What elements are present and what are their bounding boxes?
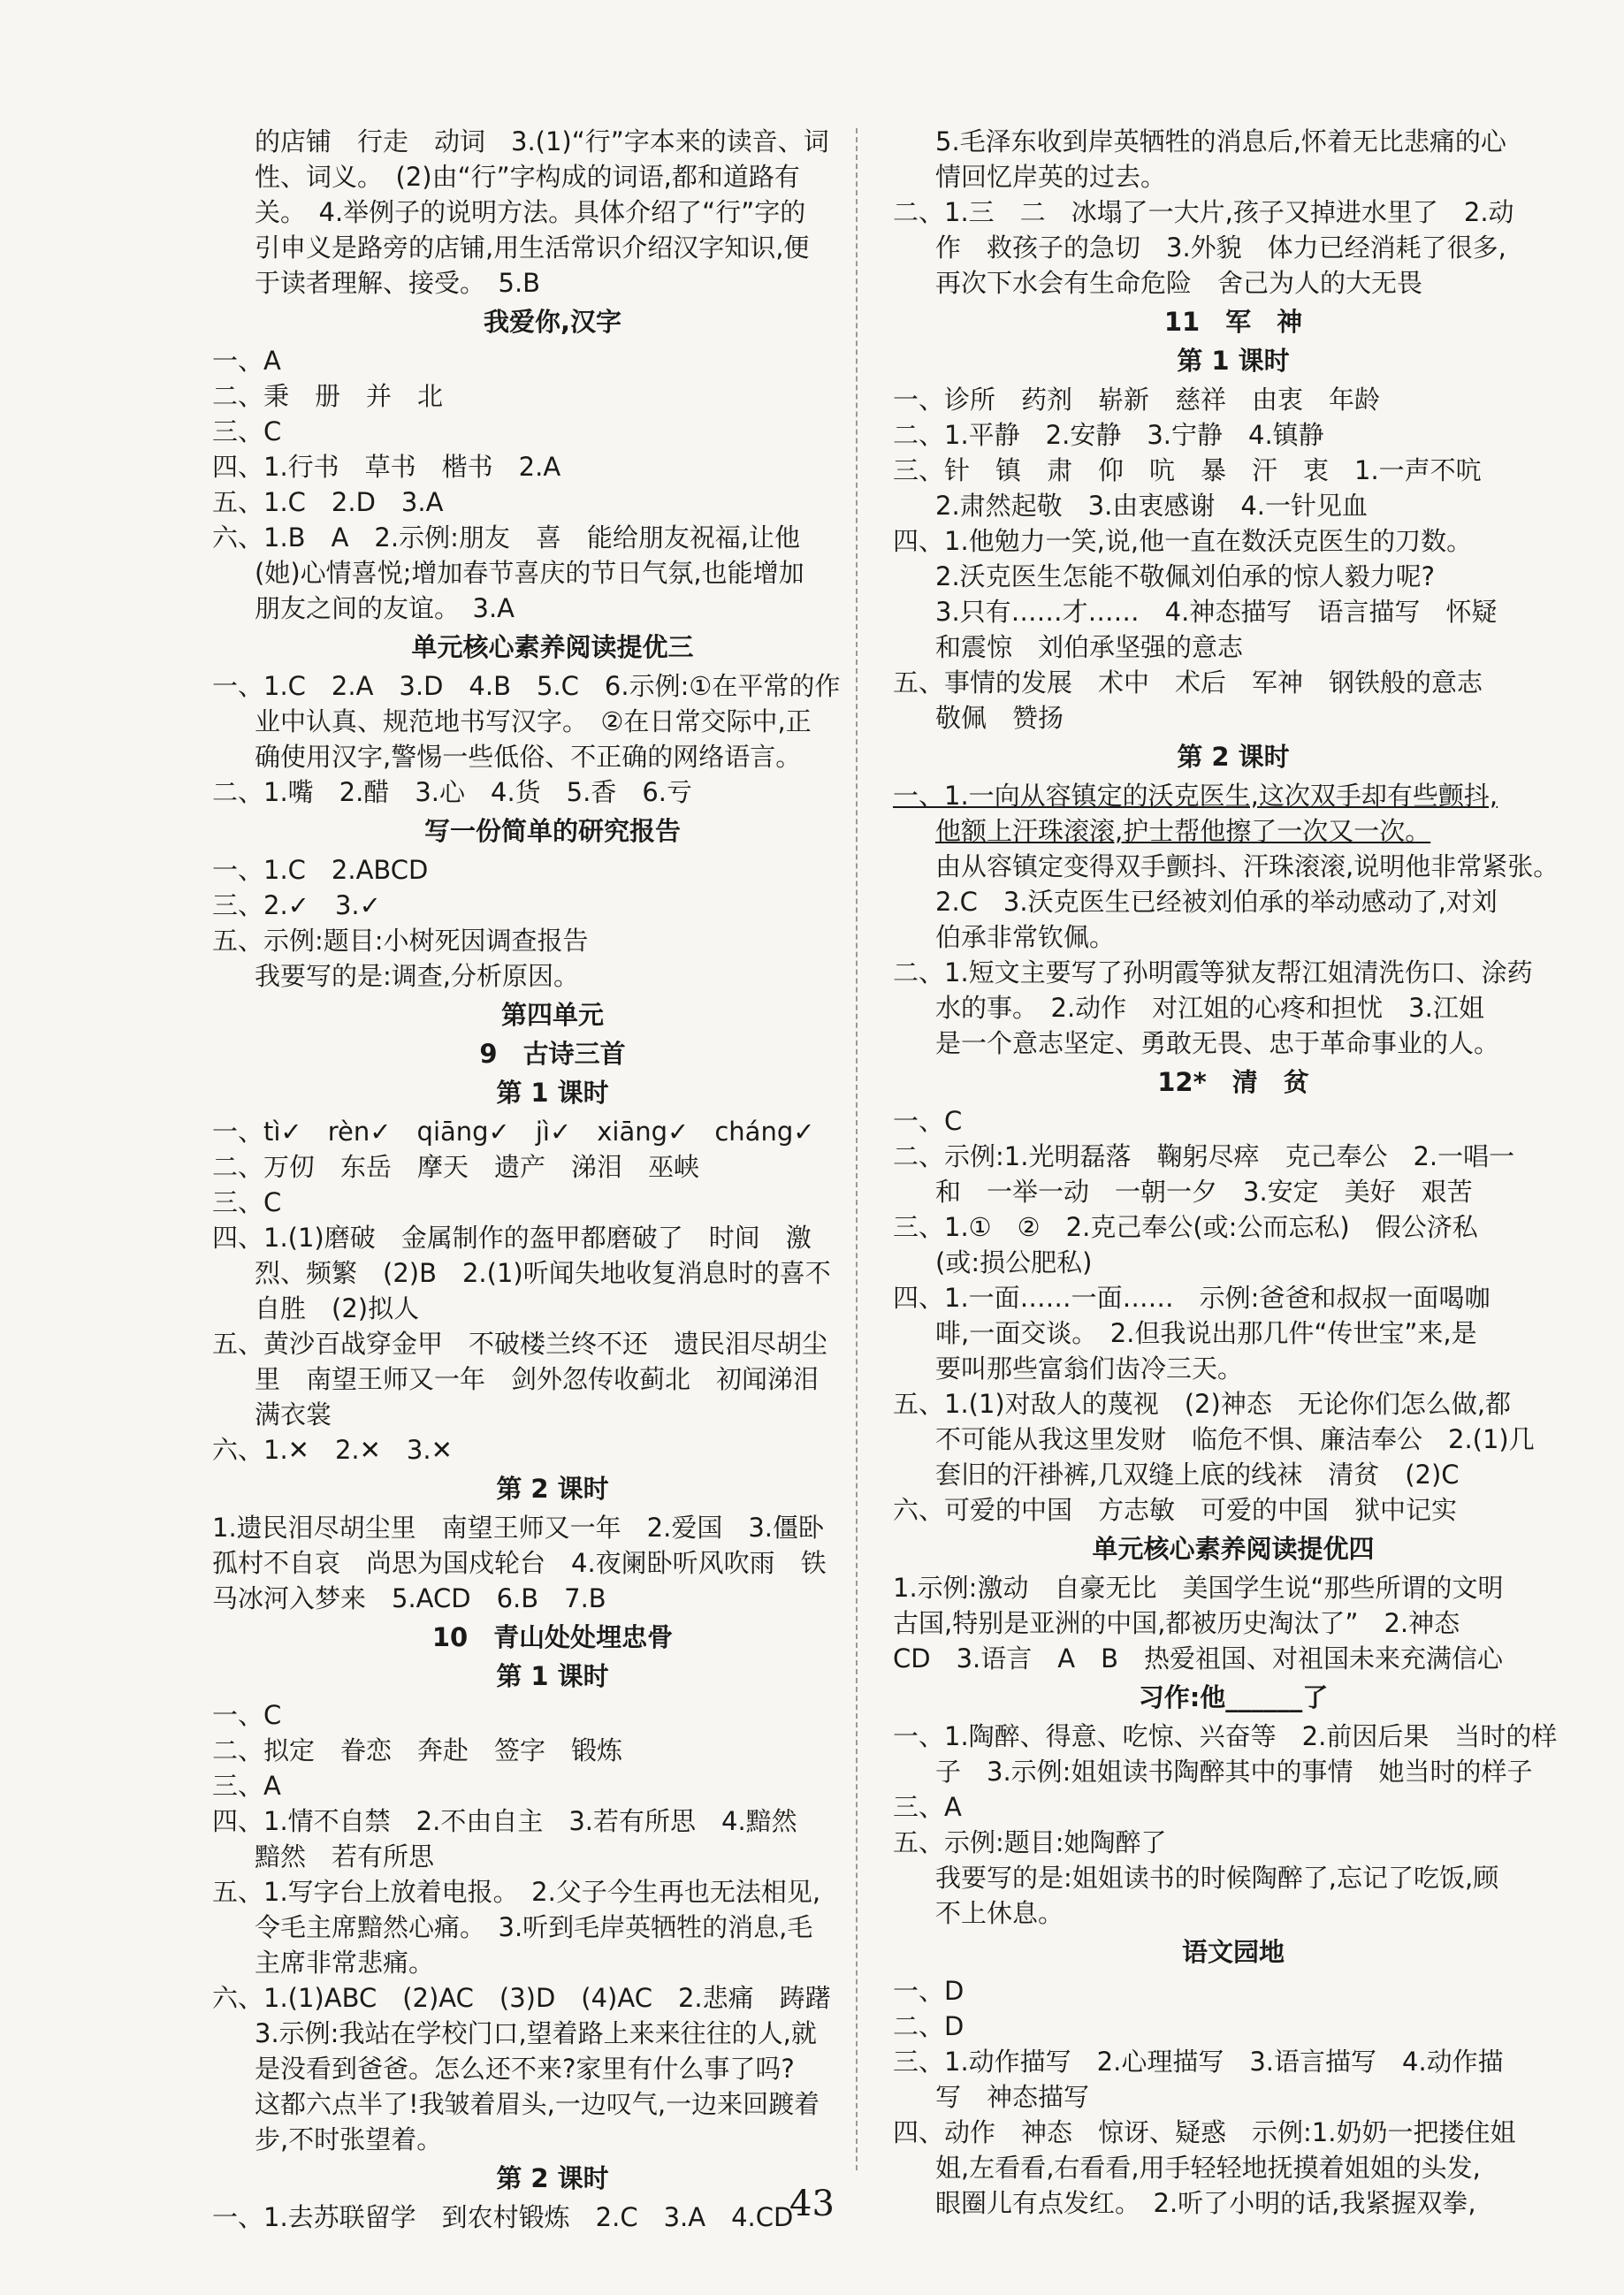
answer-line: 四、1.行书 草书 楷书 2.A (212, 452, 561, 482)
answer-line: 六、1.(1)ABC (2)AC (3)D (4)AC 2.悲痛 踌躇 (212, 1983, 831, 2013)
answer-line: 眼圈儿有点发红。 2.听了小明的话,我紧握双拳, (935, 2188, 1476, 2218)
answer-line: 五、示例:题目:她陶醉了 (893, 1827, 1167, 1857)
section-title: 第四单元 (500, 1000, 604, 1030)
answer-line: 一、1.陶醉、得意、吃惊、兴奋等 2.前因后果 当时的样 (893, 1721, 1558, 1751)
answer-line: 步,不时张望着。 (255, 2124, 443, 2154)
section-title: 第 2 课时 (496, 1474, 609, 1504)
answer-line: 五、1.(1)对敌人的蔑视 (2)神态 无论你们怎么做,都 (893, 1389, 1512, 1419)
answer-line: 四、1.情不自禁 2.不由自主 3.若有所思 4.黯然 (212, 1806, 797, 1836)
answer-line: 五、事情的发展 术中 术后 军神 钢铁般的意志 (893, 667, 1483, 698)
answer-line: 令毛主席黯然心痛。 3.听到毛岸英牺牲的消息,毛 (255, 1912, 813, 1942)
answer-line: (她)心情喜悦;增加春节喜庆的节日气氛,也能增加 (255, 558, 804, 588)
answer-line: 一、C (212, 1700, 282, 1730)
answer-line: 一、tì✓ rèn✓ qiāng✓ jì✓ xiāng✓ cháng✓ (212, 1117, 815, 1147)
answer-line: 四、1.他勉力一笑,说,他一直在数沃克医生的刀数。 (893, 526, 1473, 556)
section-title: 第 2 课时 (1177, 742, 1290, 772)
section-title: 我爱你,汉字 (483, 307, 622, 337)
answer-line: 一、1.一向从容镇定的沃克医生,这次双手却有些颤抖, (893, 781, 1498, 811)
answer-line: 二、万仞 东岳 摩天 遗产 涕泪 巫峡 (212, 1152, 700, 1182)
answer-line: 敬佩 赞扬 (935, 703, 1064, 733)
answer-line: 古国,特别是亚洲的中国,都被历史淘汰了” 2.神态 (893, 1608, 1460, 1638)
answer-line: 关。 4.举例子的说明方法。具体介绍了“行”字的 (255, 197, 806, 227)
answer-line: 3.示例:我站在学校门口,望着路上来来往往的人,就 (255, 2018, 817, 2048)
answer-line: 三、A (893, 1792, 962, 1822)
answer-line: 是一个意志坚定、勇敢无畏、忠于革命事业的人。 (935, 1028, 1500, 1058)
answer-line: 一、1.C 2.ABCD (212, 855, 429, 885)
section-title: 写一份简单的研究报告 (423, 816, 681, 846)
answer-line: 三、2.✓ 3.✓ (212, 890, 381, 920)
answer-line: 他额上汗珠滚滚,护士帮他擦了一次又一次。 (935, 816, 1431, 846)
answer-line: 五、示例:题目:小树死因调查报告 (212, 926, 589, 956)
answer-line: 三、C (212, 1187, 282, 1217)
answer-line: 六、1.B A 2.示例:朋友 喜 能给朋友祝福,让他 (212, 522, 801, 553)
answer-line: 一、A (212, 346, 281, 376)
answer-line: 姐,左看看,右看看,用手轻轻地抚摸着姐姐的头发, (935, 2153, 1481, 2183)
section-title: 第 1 课时 (1177, 346, 1290, 376)
answer-line: 里 南望王师又一年 剑外忽传收蓟北 初闻涕泪 (255, 1364, 820, 1394)
section-title: 9 古诗三首 (479, 1039, 626, 1069)
answer-line: 六、可爱的中国 方志敏 可爱的中国 狱中记实 (893, 1495, 1458, 1525)
answer-line: 黯然 若有所思 (255, 1841, 435, 1872)
answer-line: 三、C (212, 416, 282, 446)
answer-line: 满衣裳 (255, 1399, 332, 1430)
answer-line: 一、C (893, 1106, 963, 1136)
answer-line: 五、黄沙百战穿金甲 不破楼兰终不还 遗民泪尽胡尘 (212, 1329, 828, 1359)
section-title: 单元核心素养阅读提优四 (1092, 1534, 1375, 1564)
answer-line: 烈、频繁 (2)B 2.(1)听闻失地收复消息时的喜不 (255, 1258, 831, 1288)
answer-line: 四、动作 神态 惊讶、疑惑 示例:1.奶奶一把搂住姐 (893, 2117, 1516, 2147)
answer-line: 六、1.✕ 2.✕ 3.✕ (212, 1435, 453, 1465)
answer-line: 二、拟定 眷恋 奔赴 签字 锻炼 (212, 1735, 623, 1765)
answer-line: 套旧的汗褂裤,几双缝上底的线袜 清贫 (2)C (935, 1460, 1460, 1490)
answer-line: 自胜 (2)拟人 (255, 1293, 420, 1323)
answer-line: 再次下水会有生命危险 舍己为人的大无畏 (935, 268, 1423, 298)
answer-line: 三、A (212, 1771, 281, 1801)
left-column (212, 124, 893, 2235)
answer-line: 由从容镇定变得双手颤抖、汗珠滚滚,说明他非常紧张。 (935, 851, 1559, 881)
section-title: 第 2 课时 (496, 2163, 609, 2193)
answer-line: 和 一举一动 一朝一夕 3.安定 美好 艰苦 (935, 1177, 1473, 1207)
column-divider (856, 128, 858, 2170)
answer-line: 确使用汉字,警惕一些低俗、不正确的网络语言。 (255, 742, 802, 772)
answer-line: 二、示例:1.光明磊落 鞠躬尽瘁 克己奉公 2.一唱一 (893, 1141, 1515, 1171)
answer-line: 引申义是路旁的店铺,用生活常识介绍汉字知识,便 (255, 233, 810, 263)
answer-line: 朋友之间的友谊。 3.A (255, 593, 515, 623)
answer-line: 三、针 镇 肃 仰 吭 暴 汗 衷 1.一声不吭 (893, 455, 1482, 485)
answer-line: 2.肃然起敬 3.由衷感谢 4.一针见血 (935, 491, 1369, 521)
answer-line: 业中认真、规范地书写汉字。 ②在日常交际中,正 (255, 706, 812, 736)
section-title: 语文园地 (1181, 1937, 1285, 1967)
answer-line: 不上休息。 (935, 1898, 1064, 1928)
answer-line: 啡,一面交谈。 2.但我说出那几件“传世宝”来,是 (935, 1318, 1477, 1348)
answer-line: 一、诊所 药剂 崭新 慈祥 由衷 年龄 (893, 385, 1381, 415)
answer-line: 要叫那些富翁们齿冷三天。 (935, 1353, 1244, 1384)
answer-line: 写 神态描写 (935, 2082, 1090, 2112)
answer-line: 作 救孩子的急切 3.外貌 体力已经消耗了很多, (935, 233, 1506, 263)
answer-line: 5.毛泽东收到岸英牺牲的消息后,怀着无比悲痛的心 (935, 126, 1506, 156)
answer-line: 四、1.(1)磨破 金属制作的盔甲都磨破了 时间 激 (212, 1223, 812, 1253)
section-title: 习作:他______了 (1138, 1682, 1329, 1712)
answer-line: 这都六点半了!我皱着眉头,一边叹气,一边来回踱着 (255, 2089, 820, 2119)
right-column (893, 124, 1574, 2221)
answer-line: 二、1.短文主要写了孙明霞等狱友帮江姐清洗伤口、涂药 (893, 957, 1533, 987)
answer-line: CD 3.语言 A B 热爱祖国、对祖国未来充满信心 (893, 1643, 1503, 1674)
answer-line: 马冰河入梦来 5.ACD 6.B 7.B (212, 1583, 606, 1613)
answer-line: 二、1.嘴 2.醋 3.心 4.货 5.香 6.亏 (212, 777, 693, 807)
answer-line: 2.沃克医生怎能不敬佩刘伯承的惊人毅力呢? (935, 561, 1436, 591)
answer-line: 是没看到爸爸。怎么还不来?家里有什么事了吗? (255, 2054, 795, 2084)
answer-line: 伯承非常钦佩。 (935, 922, 1116, 952)
answer-line: 主席非常悲痛。 (255, 1948, 435, 1978)
answer-line: 二、D (893, 2011, 964, 2041)
answer-line: 子 3.示例:姐姐读书陶醉其中的事情 她当时的样子 (935, 1757, 1533, 1787)
answer-line: 情回忆岸英的过去。 (935, 162, 1167, 192)
answer-line: 二、1.三 二 冰塌了一大片,孩子又掉进水里了 2.动 (893, 197, 1514, 227)
answer-line: 五、1.写字台上放着电报。 2.父子今生再也无法相见, (212, 1877, 821, 1907)
answer-line: 于读者理解、接受。 5.B (255, 268, 541, 298)
answer-line: 五、1.C 2.D 3.A (212, 487, 444, 517)
answer-line: 1.遗民泪尽胡尘里 南望王师又一年 2.爱国 3.僵卧 (212, 1513, 825, 1543)
answer-line: 不可能从我这里发财 临危不惧、廉洁奉公 2.(1)几 (935, 1424, 1535, 1454)
answer-line: 和震惊 刘伯承坚强的意志 (935, 632, 1244, 662)
page-number: 43 (789, 2184, 835, 2224)
answer-line: 二、1.平静 2.安静 3.宁静 4.镇静 (893, 420, 1324, 450)
section-title: 11 军 神 (1163, 307, 1303, 337)
answer-line: 我要写的是:姐姐读书的时候陶醉了,忘记了吃饭,顾 (935, 1863, 1499, 1893)
answer-line: 1.示例:激动 自豪无比 美国学生说“那些所谓的文明 (893, 1573, 1504, 1603)
section-title: 12* 清 贫 (1157, 1067, 1309, 1097)
section-title: 第 1 课时 (496, 1661, 609, 1691)
answer-line: 三、1.① ② 2.克己奉公(或:公而忘私) 假公济私 (893, 1212, 1478, 1242)
answer-line: 四、1.一面……一面…… 示例:爸爸和叔叔一面喝咖 (893, 1283, 1491, 1313)
answer-line: 水的事。 2.动作 对江姐的心疼和担忧 3.江姐 (935, 993, 1484, 1023)
section-title: 单元核心素养阅读提优三 (411, 632, 694, 662)
answer-line: 我要写的是:调查,分析原因。 (255, 961, 579, 991)
answer-line: 3.只有……才…… 4.神态描写 语言描写 怀疑 (935, 597, 1498, 627)
section-title: 第 1 课时 (496, 1078, 609, 1108)
answer-line: 孤村不自哀 尚思为国戍轮台 4.夜阑卧听风吹雨 铁 (212, 1548, 827, 1578)
answer-line: 三、1.动作描写 2.心理描写 3.语言描写 4.动作描 (893, 2047, 1504, 2077)
answer-line: (或:损公肥私) (935, 1247, 1093, 1277)
answer-line: 2.C 3.沃克医生已经被刘伯承的举动感动了,对刘 (935, 887, 1498, 917)
answer-line: 的店铺 行走 动词 3.(1)“行”字本来的读音、词 (255, 126, 829, 156)
answer-line: 性、词义。 (2)由“行”字构成的词语,都和道路有 (255, 162, 800, 192)
section-title: 10 青山处处埋忠骨 (431, 1622, 674, 1652)
answer-line: 一、1.C 2.A 3.D 4.B 5.C 6.示例:①在平常的作 (212, 671, 841, 701)
answer-line: 一、1.去苏联留学 到农村锻炼 2.C 3.A 4.CD (212, 2202, 794, 2232)
answer-line: 一、D (893, 1976, 964, 2006)
answer-line: 二、秉 册 并 北 (212, 381, 444, 411)
